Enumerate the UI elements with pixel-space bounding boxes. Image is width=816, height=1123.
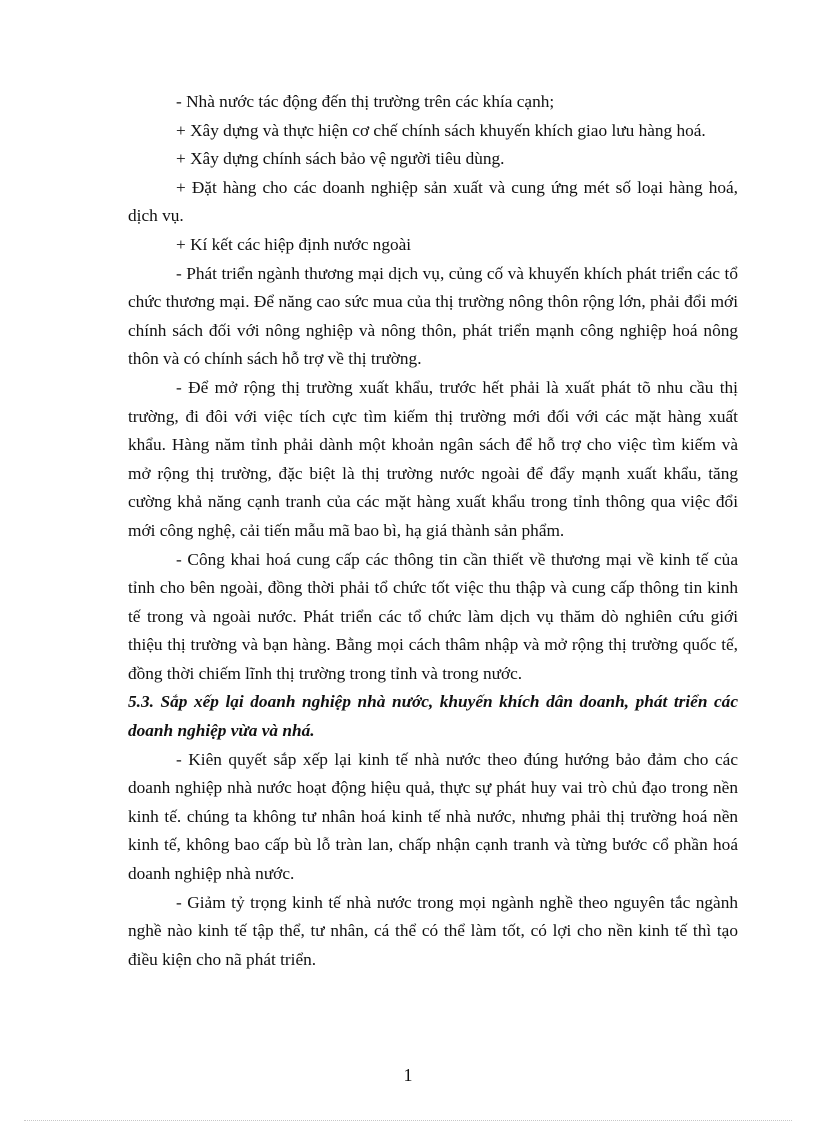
paragraph-public-information: - Công khai hoá cung cấp các thông tin cần thiết về thương mại về kinh tế của tỉnh cho bên ngoài, đồng thời phải tổ chức tốt việc thu thập và cung cấp thông tin kinh tế trong và ngoài nước. Phát triển các tổ chức làm dịch vụ thăm dò nghiên cứu giới thiệu thị trường và bạn hàng. Bằng mọi cách thâm nhập và mở rộng thị trường quốc tế, đồng thời chiếm lĩnh thị trường trong tỉnh và trong nước. [128, 549, 738, 683]
paragraph-consumer-protection: + Xây dựng chính sách bảo vệ người tiêu dùng. [176, 149, 505, 169]
paragraph-trade-services: - Phát triển ngành thương mại dịch vụ, củng cố và khuyến khích phát triển các tổ chức thương mại. Để năng cao sức mua của thị trường nông thôn rộng lớn, phải đổi mới chính sách đối với nông nghiệp và nông thôn, phát triển mạnh công nghiệp hoá nông thôn và có chính sách hỗ trợ về thị trường. [128, 263, 738, 369]
paragraph-ordering-goods: + Đặt hàng cho các doanh nghiệp sản xuất và cung ứng mét số loại hàng hoá, dịch vụ. [128, 177, 738, 226]
paragraph-reduce-state-share: - Giảm tỷ trọng kinh tế nhà nước trong mọi ngành nghề theo nguyên tắc ngành nghề nào kinh tế tập thể, tư nhân, cá thể có thể làm tốt, có lợi cho nền kinh tế thì tạo điều kiện cho nã phát triển. [128, 892, 738, 969]
section-heading-5-3: 5.3. Sắp xếp lại doanh nghiệp nhà nước, khuyến khích dân doanh, phát triển các doanh nghiệp vừa và nhá. [128, 692, 738, 741]
paragraph-trade-policy: + Xây dựng và thực hiện cơ chế chính sách khuyến khích giao lưu hàng hoá. [176, 120, 706, 140]
paragraph-restructure-soe: - Kiên quyết sắp xếp lại kinh tế nhà nước theo đúng hướng bảo đảm cho các doanh nghiệp nhà nước hoạt động hiệu quả, thực sự phát huy vai trò chủ đạo trong nền kinh tế. chúng ta không tư nhân hoá kinh tế nhà nước, nhưng phải thị trường hoá nền kinh tế, không bao cấp bù lỗ tràn lan, chấp nhận cạnh tranh và từng bước cổ phần hoá doanh nghiệp nhà nước. [128, 749, 738, 884]
page-bottom-divider [24, 1120, 792, 1121]
document-body [128, 88, 738, 974]
paragraph-state-impact: - Nhà nước tác động đến thị trường trên các khía cạnh; [176, 92, 555, 111]
paragraph-export-markets: - Để mở rộng thị trường xuất khẩu, trước hết phải là xuất phát tõ nhu cầu thị trường, đi đôi với việc tích cực tìm kiếm thị trường mới đối với các mặt hàng xuất khẩu. Hàng năm tỉnh phải dành một khoản ngân sách để hỗ trợ cho việc tìm kiếm và mở rộng thị trường, đặc biệt là thị trường nước ngoài để đẩy mạnh xuất khẩu, tăng cường khả năng cạnh tranh của các mặt hàng xuất khẩu trong tỉnh thông qua việc đổi mới công nghệ, cải tiến mẫu mã bao bì, hạ giá thành sản phẩm. [128, 377, 738, 540]
page-number: 1 [403, 1065, 413, 1085]
paragraph-foreign-agreements: + Kí kết các hiệp định nước ngoài [176, 234, 412, 254]
